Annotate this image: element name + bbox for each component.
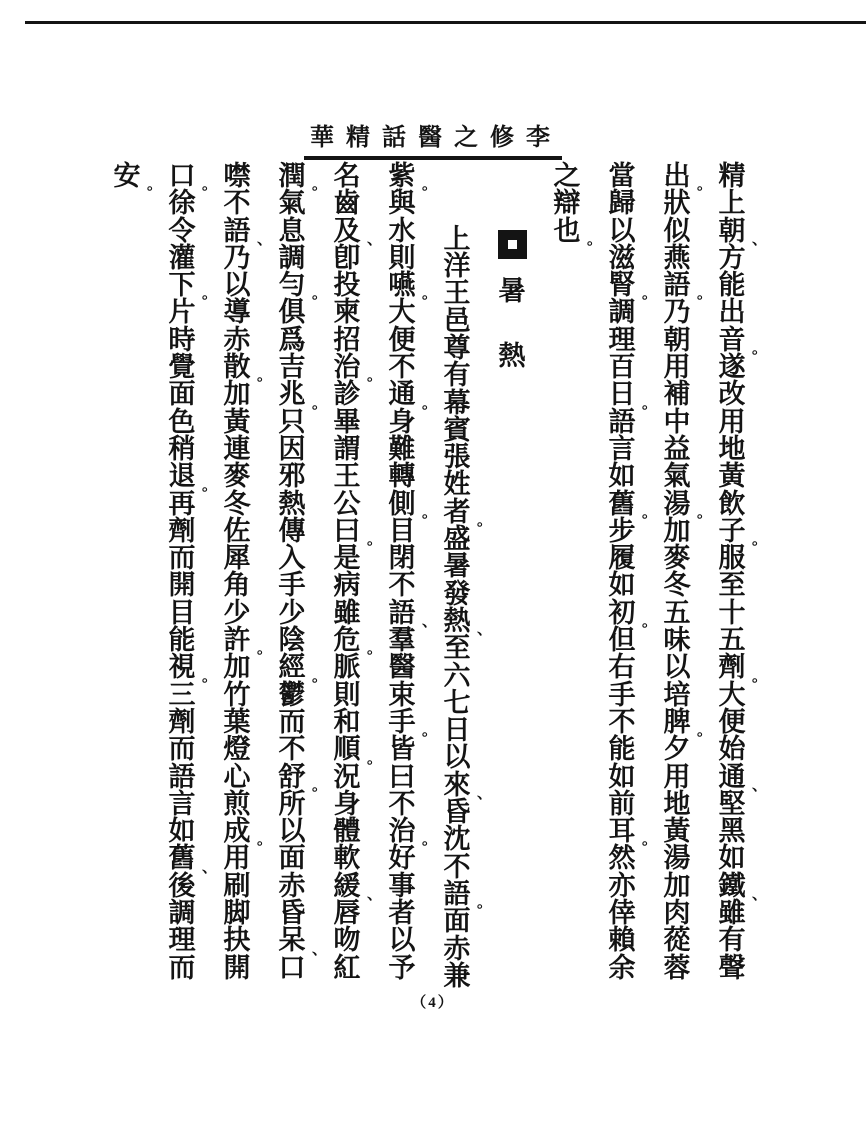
glyph-cell: 稍 [168,433,196,464]
glyph-cell: 乃 [663,297,691,328]
glyph-cell: 陰 [278,625,306,656]
glyph-cell: 上 [718,188,746,219]
glyph-cell: 者 [388,898,416,929]
glyph-cell: 脚 [223,898,251,929]
glyph-cell: 手 [388,706,416,737]
glyph-cell: 便 [718,706,746,737]
glyph-cell: 如 [168,816,196,847]
glyph-cell: 治 [388,816,416,847]
glyph-cell: 沈 [443,824,471,855]
glyph-cell: 燕 [663,242,691,273]
glyph-cell: 導 [223,297,251,328]
glyph-cell: 但 [608,625,636,656]
glyph-cell: 補 [663,379,691,410]
glyph-cell: 以 [443,742,471,773]
glyph-cell: 用 [718,406,746,437]
glyph-cell: 軟 [333,843,361,874]
glyph-cell: 大 [388,297,416,328]
glyph-cell: 舊 [168,843,196,874]
glyph-cell: 氣 [663,461,691,492]
top-rule-line [25,21,866,24]
glyph-cell: 加 [663,515,691,546]
glyph-cell: 吻 [333,925,361,956]
glyph-cell: 便 [388,324,416,355]
glyph-cell: 五 [663,597,691,628]
glyph-cell: 皆 [388,734,416,765]
glyph-cell: 予 [388,952,416,983]
glyph-cell: 名 [333,161,361,191]
glyph-cell: 肉 [663,898,691,929]
section-marker-icon [490,231,534,258]
section-gap [490,305,534,324]
glyph-cell: 湯 [663,488,691,519]
glyph-cell: 黃 [223,406,251,437]
glyph-cell: 語 [168,761,196,792]
glyph-cell: 似 [663,215,691,246]
glyph-cell: 經 [278,652,306,683]
glyph-cell: 潤 [278,161,306,191]
section-gap [490,259,534,278]
glyph-cell: 灌 [168,242,196,273]
glyph-cell: 不 [388,352,416,383]
glyph-cell: 滋 [608,242,636,273]
glyph-cell: 不 [223,188,251,219]
text-block [104,161,767,991]
glyph-cell: 少 [278,597,306,628]
glyph-cell: 再 [168,488,196,519]
glyph-cell: 謂 [333,433,361,464]
glyph-cell: 目 [168,597,196,628]
glyph-cell: 調 [168,898,196,929]
glyph-cell: 黃 [718,461,746,492]
section-header-column [490,163,534,988]
glyph-cell: 而 [168,543,196,574]
glyph-cell: 傳 [278,515,306,546]
book-title: 華精話醫之修李 [304,124,562,160]
glyph-cell: 舊 [608,488,636,519]
glyph-cell: 唇 [333,898,361,929]
glyph-cell: 連 [223,433,251,464]
glyph-cell: 賓 [443,414,471,445]
glyph-cell: 益 [663,433,691,464]
glyph-cell: 味 [663,625,691,656]
glyph-cell: 調 [608,297,636,328]
glyph-cell: 如 [608,761,636,792]
glyph-cell: 用 [223,843,251,874]
glyph-cell: 後 [168,870,196,901]
glyph-cell: 腎 [608,270,636,301]
glyph-cell: 能 [168,625,196,656]
glyph-cell: 身 [388,406,416,437]
glyph-cell: 不 [388,788,416,819]
glyph-cell: 飲 [718,488,746,519]
text-column-1: 精 上 朝 、 方 能 出 音 。 遂 改 用 地 黃 飲 子 。 服 至 十 五 劑 。 大 便 始 通 、 堅 黑 如 鐵 、 雖 有 聲 [710,163,754,988]
glyph-cell: 通 [388,379,416,410]
glyph-cell: 燈 [223,734,251,765]
glyph-cell: 遂 [718,352,746,383]
glyph-cell: 中 [663,406,691,437]
glyph-cell: 閉 [388,543,416,574]
glyph-cell: 呆 [278,925,306,956]
glyph-cell: 刷 [223,870,251,901]
glyph-cell: 下 [168,270,196,301]
glyph-cell: 許 [223,625,251,656]
glyph-cell: 則 [333,679,361,710]
glyph-cell: 轉 [388,461,416,492]
glyph-cell: 是 [333,543,361,574]
glyph-cell: 側 [388,488,416,519]
glyph-cell: 紅 [333,952,361,983]
glyph-cell: 與 [388,188,416,219]
glyph-cell: 時 [168,324,196,355]
glyph-cell: 言 [168,788,196,819]
glyph-cell: 鬱 [278,679,306,710]
glyph-cell: 視 [168,652,196,683]
glyph-cell: 面 [278,843,306,874]
text-column-6: 上 洋 王 邑 尊 有 幕 賓 張 姓 者 。 盛 暑 發 熱 、 至 六 七 日 以 來 、 昏 沈 不 語 。 面 赤 兼 [435,163,479,988]
glyph-cell: 畢 [333,406,361,437]
glyph-cell: 熱 [443,605,471,636]
glyph-cell: 精 [718,161,746,191]
glyph-cell: 招 [333,324,361,355]
glyph-cell: 王 [333,461,361,492]
glyph-cell: 姓 [443,469,471,500]
glyph-cell: 及 [333,215,361,246]
glyph-cell: 以 [608,215,636,246]
glyph-cell: 口 [278,952,306,983]
glyph-cell: 以 [388,925,416,956]
glyph-cell: 初 [608,597,636,628]
glyph-cell: 昏 [443,797,471,828]
glyph-cell: 因 [278,433,306,464]
glyph-cell: 耳 [608,816,636,847]
glyph-cell: 脾 [663,706,691,737]
glyph-cell: 朝 [663,324,691,355]
glyph-cell: 醫 [388,652,416,683]
glyph-cell: 佐 [223,515,251,546]
glyph-cell: 語 [443,878,471,909]
glyph-cell: 用 [663,352,691,383]
glyph-cell: 加 [663,870,691,901]
glyph-cell: 曰 [388,761,416,792]
glyph-cell: 劑 [168,706,196,737]
glyph-cell: 麥 [223,461,251,492]
glyph-cell: 右 [608,652,636,683]
glyph-cell: 改 [718,379,746,410]
glyph-cell: 不 [388,570,416,601]
glyph-cell: 難 [388,433,416,464]
glyph-cell: 夕 [663,734,691,765]
glyph-cell: 服 [718,543,746,574]
glyph-cell: 履 [608,543,636,574]
glyph-cell: 色 [168,406,196,437]
glyph-cell: 息 [278,215,306,246]
glyph-cell: 不 [278,734,306,765]
glyph-cell: 兆 [278,379,306,410]
text-column-11: 口 。 徐 令 灌 下 。 片 時 覺 面 色 稍 退 。 再 劑 而 開 目 能 視 。 三 劑 而 語 言 如 舊 、 後 調 理 而 [160,163,204,988]
glyph-cell: 加 [223,652,251,683]
glyph-cell: 以 [663,652,691,683]
glyph-cell: 語 [663,270,691,301]
glyph-cell: 不 [608,706,636,737]
glyph-cell: 況 [333,761,361,792]
glyph-cell: 爲 [278,324,306,355]
glyph-cell: 始 [718,734,746,765]
glyph-cell: 齒 [333,188,361,219]
glyph-cell: 身 [333,788,361,819]
glyph-cell: 上 [443,223,471,254]
glyph-cell: 緩 [333,870,361,901]
glyph-cell: 赤 [443,933,471,964]
glyph-cell: 亦 [608,870,636,901]
glyph-cell: 乃 [223,242,251,273]
text-column-10: 噤 不 語 、 乃 以 導 赤 散 。 加 黃 連 麥 冬 佐 犀 角 少 許 。 加 竹 葉 燈 心 煎 成 。 用 刷 脚 抉 開 [215,163,259,988]
glyph-cell: 熱 [278,488,306,519]
glyph-cell: 湯 [663,843,691,874]
glyph-cell: 三 [168,679,196,710]
glyph-cell: 語 [608,406,636,437]
glyph-cell: 雖 [333,597,361,628]
glyph-cell: 五 [718,625,746,656]
glyph-cell: 冬 [223,488,251,519]
glyph-cell: 蓉 [663,952,691,983]
glyph-cell: 犀 [223,543,251,574]
glyph-cell: 至 [443,633,471,664]
glyph-cell: 暑 [443,551,471,582]
glyph-cell: 步 [608,515,636,546]
glyph-cell: 退 [168,461,196,492]
glyph-cell: 卽 [333,242,361,273]
glyph-cell: 入 [278,543,306,574]
glyph-cell: 噤 [223,161,251,191]
glyph-cell: 心 [223,761,251,792]
glyph-cell: 至 [718,570,746,601]
glyph-cell: 徐 [168,188,196,219]
glyph-cell: 盛 [443,524,471,555]
glyph-cell: 開 [168,570,196,601]
glyph-cell: 之 [553,161,581,191]
glyph-cell: 角 [223,570,251,601]
glyph-cell: 赤 [278,870,306,901]
glyph-cell: 順 [333,734,361,765]
glyph-cell: 理 [608,324,636,355]
glyph-cell: 方 [718,242,746,273]
glyph-cell: 嚥 [388,270,416,301]
text-column-7: 紫 。 與 水 則 嚥 。 大 便 不 通 。 身 難 轉 側 。 目 閉 不 語 、 羣 醫 束 手 。 皆 曰 不 治 。 好 事 者 以 予 [380,163,424,988]
glyph-cell: 面 [443,906,471,937]
glyph-cell: 雖 [718,898,746,929]
text-column-8: 名 齒 及 、 卽 投 柬 招 治 。 診 畢 謂 王 公 曰 。 是 病 雖 危 。 脈 則 和 順 。 況 身 體 軟 緩 、 唇 吻 紅 [325,163,369,988]
glyph-cell: 安 [113,161,141,191]
glyph-cell: 所 [278,788,306,819]
text-column-4: 之 辯 也 。 [545,163,589,988]
glyph-cell: 加 [223,379,251,410]
glyph-cell: 脈 [333,652,361,683]
glyph-cell: 覺 [168,352,196,383]
glyph-cell: 聲 [718,952,746,983]
glyph-cell: 出 [718,297,746,328]
glyph-cell: 劑 [718,652,746,683]
glyph-cell: 公 [333,488,361,519]
glyph-cell: 大 [718,679,746,710]
glyph-cell: 只 [278,406,306,437]
glyph-cell: 投 [333,270,361,301]
glyph-cell: 成 [223,816,251,847]
glyph-cell: 暑 [498,275,526,306]
glyph-cell: 羣 [388,625,416,656]
glyph-cell: 狀 [663,188,691,219]
glyph-cell: 手 [608,679,636,710]
glyph-cell: 而 [278,706,306,737]
glyph-cell: 音 [718,324,746,355]
glyph-cell: 不 [443,851,471,882]
glyph-cell: 日 [443,715,471,746]
glyph-cell: 面 [168,379,196,410]
text-column-9: 潤 。 氣 息 調 勻 。 俱 爲 吉 兆 。 只 因 邪 熱 傳 入 手 少 陰 經 。 鬱 而 不 舒 。 所 以 面 赤 昏 呆 、 口 [270,163,314,988]
glyph-cell: 劑 [168,515,196,546]
glyph-cell: 用 [663,761,691,792]
glyph-cell: 舒 [278,761,306,792]
glyph-cell: 語 [223,215,251,246]
glyph-cell: 張 [443,442,471,473]
glyph-cell: 開 [223,952,251,983]
glyph-cell: 診 [333,379,361,410]
glyph-cell: 言 [608,433,636,464]
glyph-cell: 竹 [223,679,251,710]
glyph-cell: 曰 [333,515,361,546]
glyph-cell: 朝 [718,215,746,246]
glyph-cell: 地 [718,433,746,464]
glyph-cell: 好 [388,843,416,874]
glyph-cell: 邪 [278,461,306,492]
glyph-cell: 葉 [223,706,251,737]
glyph-cell: 手 [278,570,306,601]
glyph-cell: 鐵 [718,870,746,901]
glyph-cell: 而 [168,952,196,983]
text-column-12: 安 。 [105,163,149,988]
glyph-cell: 子 [718,515,746,546]
glyph-cell: 能 [608,734,636,765]
glyph-cell: 賴 [608,925,636,956]
glyph-cell: 赤 [223,324,251,355]
glyph-cell: 病 [333,570,361,601]
glyph-cell: 勻 [278,270,306,301]
glyph-cell: 當 [608,161,636,191]
glyph-cell: 散 [223,352,251,383]
glyph-cell: 理 [168,925,196,956]
glyph-cell: 兼 [443,960,471,991]
glyph-cell: 如 [718,843,746,874]
glyph-cell: 通 [718,761,746,792]
text-column-2: 出 。 狀 似 燕 語 。 乃 朝 用 補 中 益 氣 湯 。 加 麥 冬 五 味 以 培 脾 。 夕 用 地 黃 湯 加 肉 蓯 蓉 [655,163,699,988]
glyph-cell: 七 [443,687,471,718]
glyph-cell: 調 [278,242,306,273]
text-column-3: 當 歸 以 滋 腎 。 調 理 百 日 。 語 言 如 舊 。 步 履 如 初 。 但 右 手 不 能 如 前 耳 。 然 亦 倖 賴 余 [600,163,644,988]
glyph-cell: 王 [443,278,471,309]
glyph-cell: 邑 [443,305,471,336]
glyph-cell: 洋 [443,251,471,282]
glyph-cell: 吉 [278,352,306,383]
glyph-cell: 十 [718,597,746,628]
glyph-cell: 熱 [498,341,526,372]
glyph-cell: 煎 [223,788,251,819]
glyph-cell: 令 [168,215,196,246]
page-number: （4） [411,995,455,1011]
glyph-cell: 氣 [278,188,306,219]
glyph-cell: 抉 [223,925,251,956]
glyph-cell: 而 [168,734,196,765]
glyph-cell: 歸 [608,188,636,219]
glyph-cell: 口 [168,161,196,191]
glyph-cell: 少 [223,597,251,628]
glyph-cell: 百 [608,352,636,383]
glyph-cell: 有 [443,360,471,391]
glyph-cell: 然 [608,843,636,874]
glyph-cell: 也 [553,215,581,246]
glyph-cell: 來 [443,769,471,800]
glyph-cell: 麥 [663,543,691,574]
glyph-cell: 前 [608,788,636,819]
glyph-cell: 片 [168,297,196,328]
glyph-cell: 水 [388,215,416,246]
glyph-cell: 黑 [718,816,746,847]
glyph-cell: 紫 [388,161,416,191]
glyph-cell: 體 [333,816,361,847]
glyph-cell: 治 [333,352,361,383]
glyph-cell: 束 [388,679,416,710]
glyph-cell: 辯 [553,188,581,219]
glyph-cell: 以 [223,270,251,301]
glyph-cell: 能 [718,270,746,301]
glyph-cell: 余 [608,952,636,983]
glyph-cell: 幕 [443,387,471,418]
glyph-cell: 目 [388,515,416,546]
glyph-cell: 培 [663,679,691,710]
glyph-cell: 倖 [608,898,636,929]
glyph-cell: 黃 [663,816,691,847]
glyph-cell: 尊 [443,332,471,363]
glyph-cell: 發 [443,578,471,609]
glyph-cell: 如 [608,461,636,492]
glyph-cell: 昏 [278,898,306,929]
glyph-cell: 堅 [718,788,746,819]
glyph-cell: 事 [388,870,416,901]
glyph-cell: 有 [718,925,746,956]
glyph-cell: 蓯 [663,925,691,956]
glyph-cell: 冬 [663,570,691,601]
glyph-cell: 柬 [333,297,361,328]
glyph-cell: 出 [663,161,691,191]
glyph-cell: 則 [388,242,416,273]
glyph-cell: 語 [388,597,416,628]
glyph-cell: 地 [663,788,691,819]
glyph-cell: 俱 [278,297,306,328]
glyph-cell: 如 [608,570,636,601]
glyph-cell: 和 [333,706,361,737]
glyph-cell: 危 [333,625,361,656]
glyph-cell: 以 [278,816,306,847]
glyph-cell: 六 [443,660,471,691]
glyph-cell: 日 [608,379,636,410]
glyph-cell: 者 [443,496,471,527]
